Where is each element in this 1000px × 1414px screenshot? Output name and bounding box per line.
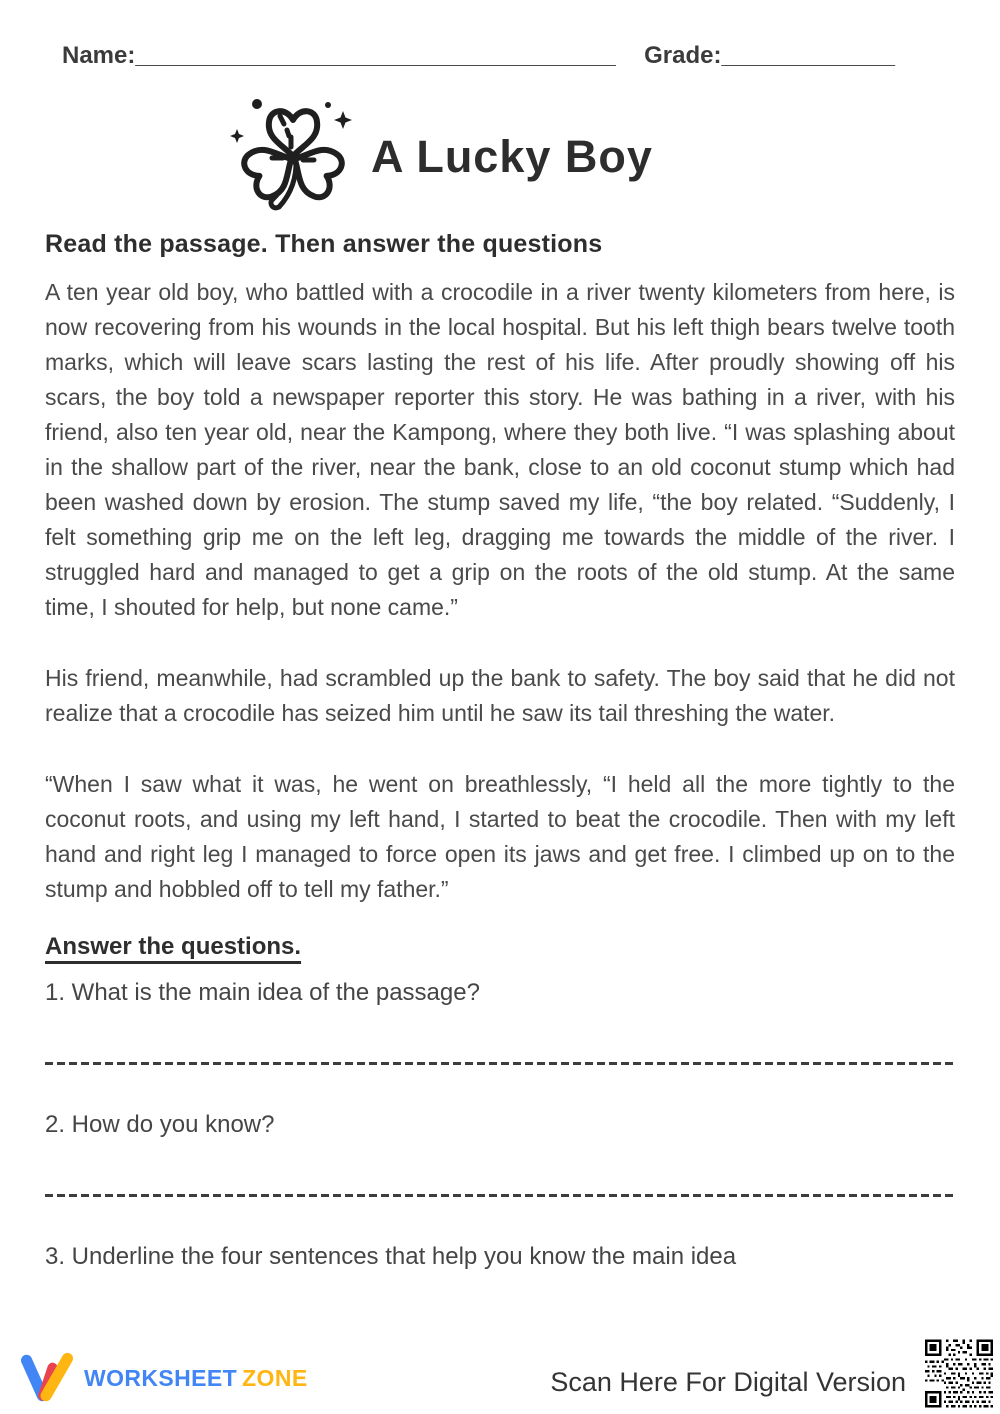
passage-paragraph-2: His friend, meanwhile, had scrambled up the bank to safety. The boy said that he did not realize that a crocodile has seized him until he saw its tail threshing the water.: [45, 665, 955, 726]
scan-instruction: Scan Here For Digital Version: [550, 1367, 906, 1397]
brand-logo: [18, 1352, 308, 1404]
question-3: 3. Underline the four sentences that help you know the main idea: [45, 1243, 737, 1270]
question-2: 2. How do you know?: [45, 1111, 275, 1138]
brand-word-worksheet: WORKSHEET: [84, 1364, 238, 1391]
title-block: [227, 92, 955, 222]
answer-line-1[interactable]: [45, 1062, 955, 1065]
name-label: Name:: [62, 42, 136, 69]
instructions-heading: Read the passage. Then answer the questions: [45, 230, 603, 258]
question-1: 1. What is the main idea of the passage?: [45, 979, 480, 1006]
header: [62, 42, 895, 70]
footer: [0, 1324, 1000, 1414]
worksheetzone-logo-icon: [18, 1352, 76, 1404]
passage-paragraph-3: “When I saw what it was, he went on breathlessly, “I held all the more tightly to the coconut roots, and using my left hand, I started to beat the crocodile. Then with my left hand and right leg I managed to force open its jaws and get free. I climbed up on to the stump and hobbled off to tell my father.”: [45, 771, 955, 902]
page-title: A Lucky Boy: [371, 131, 653, 182]
answer-line-2[interactable]: [45, 1194, 955, 1197]
passage: [45, 275, 955, 907]
name-blank-line[interactable]: ____________________________________: [135, 42, 616, 69]
answer-section-heading: Answer the questions.: [45, 933, 302, 960]
brand-word-zone: ZONE: [242, 1364, 308, 1391]
grade-field: [644, 42, 895, 70]
passage-paragraph-1: A ten year old boy, who battled with a crocodile in a river twenty kilometers from here, is now recovering from his wounds in the local hospital. But his left thigh bears twelve tooth marks, which will leave scars lasting the rest of his life. After proudly showing off his scars, the boy told a newspaper reporter this story. He was bathing in a river, with his friend, also ten year old, near the Kampong, where they both live. “I was splashing about in the shallow part of the river, near the bank, close to an old coconut stump which had been washed down by erosion. The stump saved my life, “the boy related. “Suddenly, I felt something grip me on the left leg, dragging me towards the middle of the river. I struggled hard and managed to get a grip on the roots of the old stump. At the same time, I shouted for help, but none came.”: [45, 279, 955, 620]
name-field: [62, 42, 616, 70]
grade-label: Grade:: [644, 42, 722, 69]
grade-blank-line[interactable]: _____________: [721, 42, 895, 69]
qr-code-icon: [925, 1337, 993, 1410]
shamrock-icon: [227, 92, 357, 222]
